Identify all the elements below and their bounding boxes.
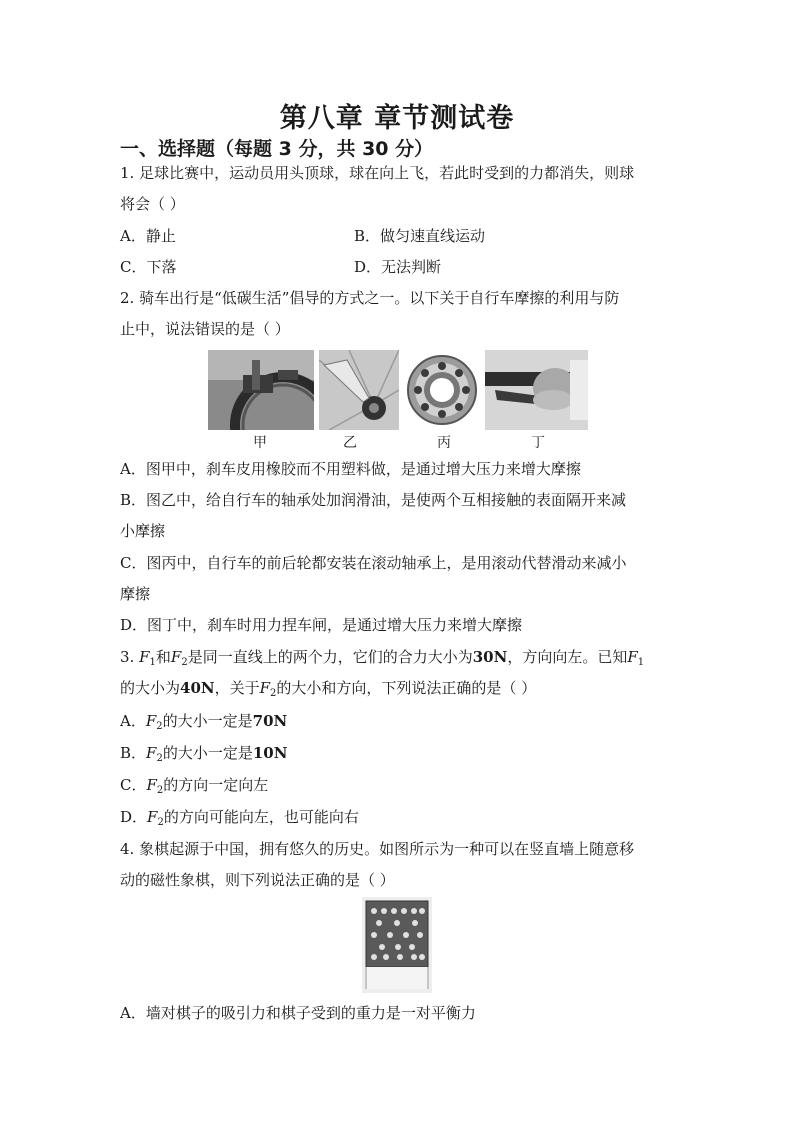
q1-option-a: A．静止 xyxy=(120,227,176,245)
caption-ding: 丁 xyxy=(531,435,545,451)
q3-stem-line1: 3. $F_1$和$F_2$是同一直线上的两个力，它们的合力大小为30N，方向向左。已知$F_1$ xyxy=(120,648,645,668)
q2-option-c-line2: 摩擦 xyxy=(120,585,151,603)
caption-yi: 乙 xyxy=(343,435,357,451)
hand-brake-photo xyxy=(485,350,588,430)
q2-stem-line2: 止中，说法错误的是（ ） xyxy=(120,320,290,338)
q2-option-d: D．图丁中，刹车时用力捏车闸，是通过增大压力来增大摩擦 xyxy=(120,616,523,634)
page-title: 第八章 章节测试卷 xyxy=(279,103,515,134)
symbol-f2: $F_2$ xyxy=(170,648,188,668)
q1-option-b: B．做匀速直线运动 xyxy=(354,227,486,245)
brake-pad-photo xyxy=(208,350,314,430)
section-heading: 一、选择题（每题 3 分，共 30 分） xyxy=(120,138,434,160)
q1-option-d: D．无法判断 xyxy=(354,258,442,276)
q1-stem-line2: 将会（ ） xyxy=(120,195,185,213)
caption-bing: 丙 xyxy=(437,435,451,451)
lubricating-oil-photo xyxy=(319,350,399,430)
q3-option-d: D．$F_2$的方向可能向左，也可能向右 xyxy=(120,808,359,828)
q4-stem-line1: 4. 象棋起源于中国，拥有悠久的历史。如图所示为一种可以在竖直墙上随意移 xyxy=(120,840,635,858)
q1-stem-line1: 1. 足球比赛中，运动员用头顶球，球在向上飞，若此时受到的力都消失，则球 xyxy=(120,164,635,182)
symbol-f2: $F_2$ xyxy=(259,679,277,699)
q4-stem-line2: 动的磁性象棋，则下列说法正确的是（ ） xyxy=(120,871,395,889)
q2-option-c-line1: C．图丙中，自行车的前后轮都安装在滚动轴承上，是用滚动代替滑动来减小 xyxy=(120,554,627,572)
q2-stem-line1: 2. 骑车出行是“低碳生活”倡导的方式之一。以下关于自行车摩擦的利用与防 xyxy=(120,289,620,307)
q3-option-c: C．$F_2$的方向一定向左 xyxy=(120,776,269,796)
q2-option-b-line2: 小摩擦 xyxy=(120,522,166,540)
q3-option-a: A．$F_2$的大小一定是70N xyxy=(120,712,288,732)
magnetic-chess-board-image xyxy=(362,897,432,993)
ball-bearing-photo xyxy=(404,350,480,430)
q3-number: 3. xyxy=(120,648,135,666)
q3-stem-line2: 的大小为40N，关于$F_2$的大小和方向，下列说法正确的是（ ） xyxy=(120,679,537,699)
q3-option-b: B．$F_2$的大小一定是10N xyxy=(120,744,288,764)
caption-jia: 甲 xyxy=(253,435,267,451)
q4-option-a: A．墙对棋子的吸引力和棋子受到的重力是一对平衡力 xyxy=(120,1004,476,1022)
q2-option-a: A．图甲中，刹车皮用橡胶而不用塑料做，是通过增大压力来增大摩擦 xyxy=(120,460,581,478)
symbol-f1: $F_1$ xyxy=(627,648,645,668)
q2-option-b-line1: B．图乙中，给自行车的轴承处加润滑油，是使两个互相接触的表面隔开来减 xyxy=(120,491,627,509)
symbol-f1: $F_1$ xyxy=(139,648,156,668)
q1-option-c: C．下落 xyxy=(120,258,177,276)
